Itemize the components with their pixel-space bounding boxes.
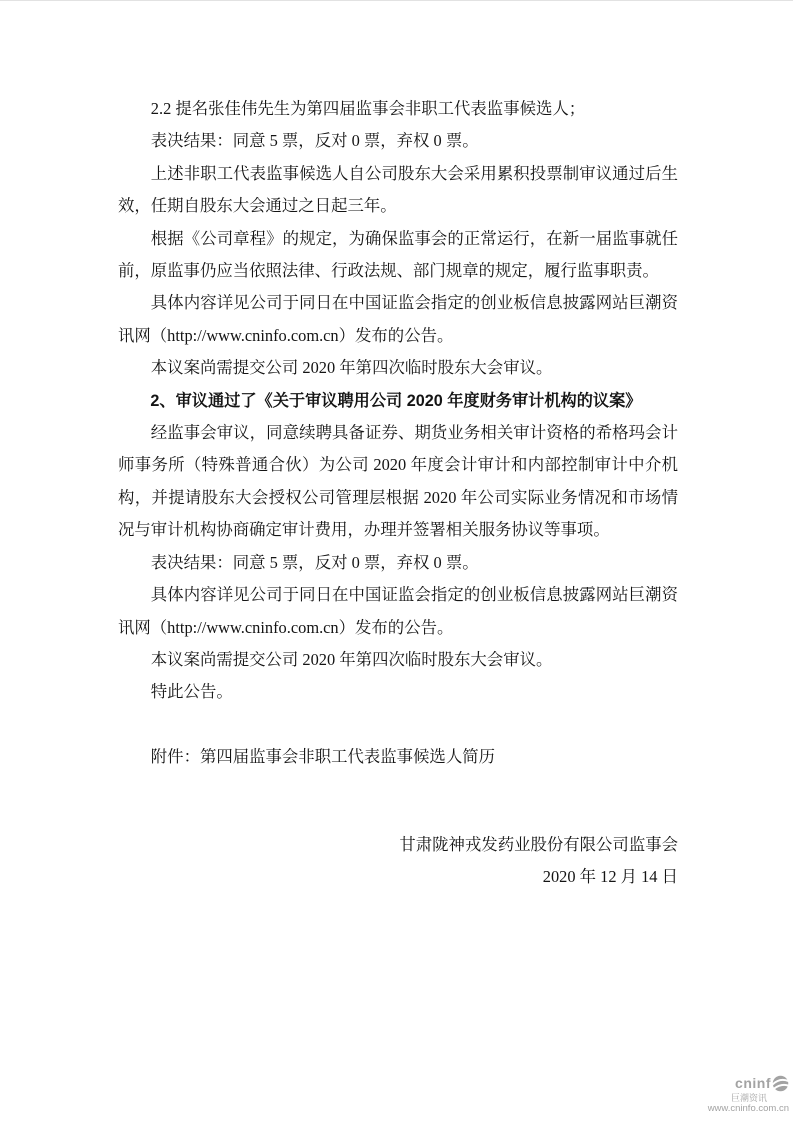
charter-provision-note: 根据《公司章程》的规定，为确保监事会的正常运行，在新一届监事就任前，原监事仍应当依照法律、行政法规、部门规章的规定，履行监事职责。 (118, 228, 678, 281)
cninfo-logo-url: www.cninfo.com.cn (707, 1103, 789, 1115)
document-body (118, 93, 678, 893)
submission-note-1: 本议案尚需提交公司 2020 年第四次临时股东大会审议。 (150, 358, 553, 378)
cumulative-voting-note: 上述非职工代表监事候选人自公司股东大会采用累积投票制审议通过后生效，任期自股东大会通过之日起三年。 (118, 163, 678, 216)
disclosure-note-1: 具体内容详见公司于同日在中国证监会指定的创业板信息披露网站巨潮资讯网（http://www.cninfo.com.cn）发布的公告。 (118, 293, 678, 345)
vote-result-2: 表决结果：同意 5 票，反对 0 票，弃权 0 票。 (150, 552, 479, 572)
vote-result-1: 表决结果：同意 5 票，反对 0 票，弃权 0 票。 (150, 131, 479, 151)
attachment-line: 附件：第四届监事会非职工代表监事候选人简历 (150, 747, 495, 767)
submission-note-2: 本议案尚需提交公司 2020 年第四次临时股东大会审议。 (150, 649, 553, 669)
cninfo-logo-row (703, 1075, 789, 1092)
cninfo-logo-subtext: 巨潮资讯 (730, 1092, 767, 1103)
signature-company: 甘肃陇神戎发药业股份有限公司监事会 (399, 834, 678, 854)
resolution-2-heading: 2、审议通过了《关于审议聘用公司 2020 年度财务审计机构的议案》 (150, 391, 642, 410)
cninfo-logo-text: cninf (735, 1075, 771, 1092)
signature-date: 2020 年 12 月 14 日 (542, 866, 678, 886)
closing-line: 特此公告。 (150, 682, 233, 702)
cninfo-watermark (703, 1075, 789, 1115)
resolution-2-body: 经监事会审议，同意续聘具备证券、期货业务相关审计资格的希格玛会计师事务所（特殊普通合伙）为公司 2020 年度会计审计和内部控制审计中介机构，并提请股东大会授权公司管理层根据 2020 年公司实际业务情况和市场情况与审计机构协商确定审计费用，办理并签署相关服务协议等事项。 (118, 423, 678, 540)
item-2-2-nomination: 2.2 提名张佳伟先生为第四届监事会非职工代表监事候选人； (150, 99, 586, 118)
signature-block (118, 829, 678, 894)
disclosure-note-2: 具体内容详见公司于同日在中国证监会指定的创业板信息披露网站巨潮资讯网（http://www.cninfo.com.cn）发布的公告。 (118, 585, 678, 637)
cninfo-swirl-icon (772, 1075, 789, 1092)
